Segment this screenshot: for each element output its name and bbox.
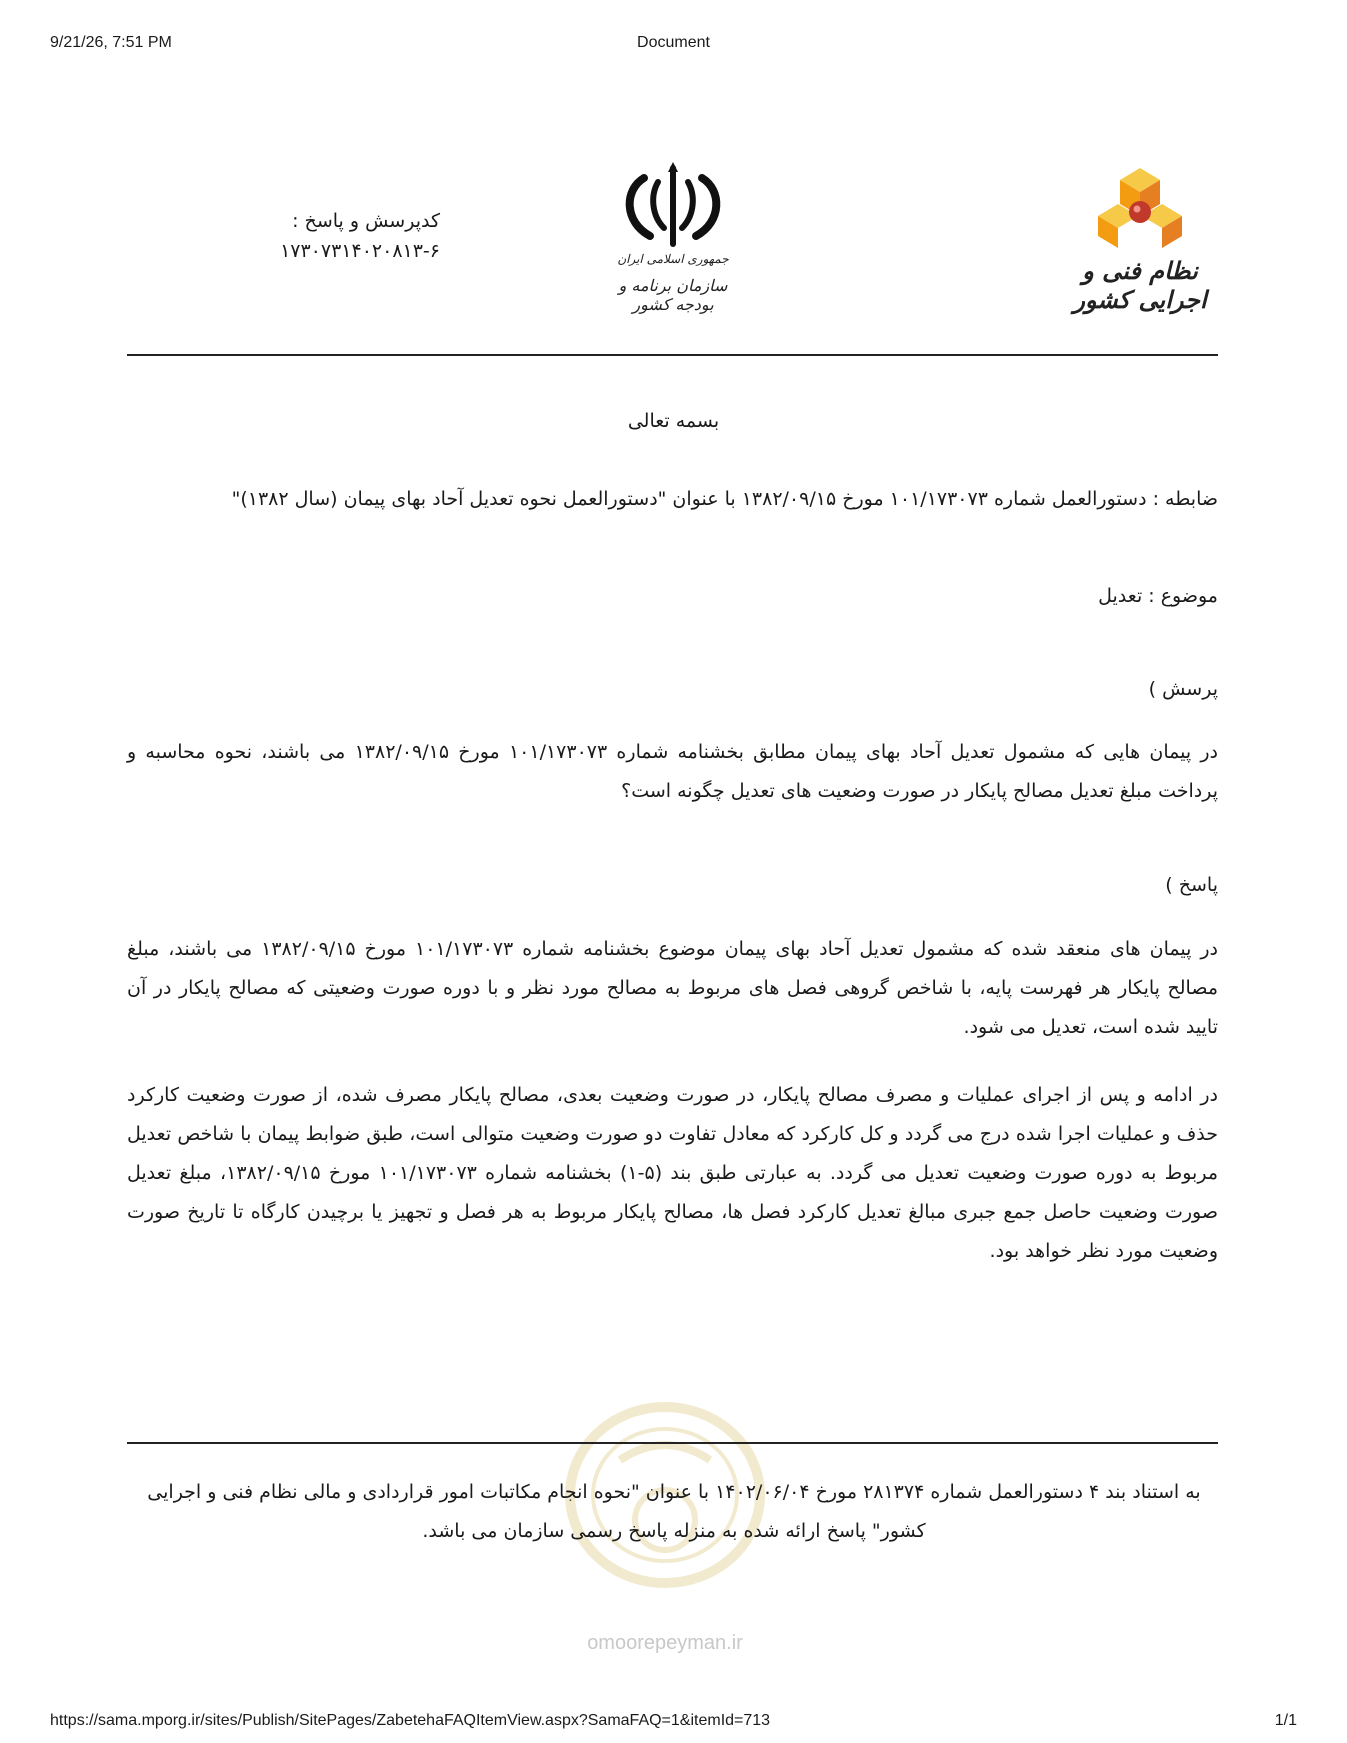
emblem-caption-republic: جمهوری اسلامی ایران [617,252,729,266]
question-label: پرسش ) [1148,678,1218,700]
print-url[interactable]: https://sama.mporg.ir/sites/Publish/SitePages/ZabetehaFAQItemView.aspx?SamaFAQ=1&itemId=713 [50,1712,771,1729]
faq-code-block [230,206,440,266]
org-logo-caption: نظام فنی و اجرایی کشور [1073,256,1207,314]
answer-paragraph-1: در پیمان های منعقد شده که مشمول تعدیل آحاد بهای پیمان موضوع بخشنامه شماره ۱۰۱/۱۷۳۰۷۳ مورخ ۱۳۸۲/۰۹/۱۵ می باشند، مبلغ مصالح پایکار هر فهرست پایه، با شاخص گروهی فصل های مربوط به مصالح مورد نظر و با دوره صورت وضعیتی که مصالح پایکار در آن تایید شده است، تعدیل می شود. [127,938,1218,1038]
bismillah: بسمه تعالی [627,410,720,432]
print-datetime: 9/21/26, 7:51 PM [50,34,172,51]
question-text: در پیمان هایی که مشمول تعدیل آحاد بهای پیمان مطابق بخشنامه شماره ۱۰۱/۱۷۳۰۷۳ مورخ ۱۳۸۲/۰۹/۱۵ می باشند، نحوه محاسبه و پرداخت مبلغ تعدیل مصالح پایکار در صورت وضعیت های تعدیل چگونه است؟ [127,741,1218,802]
iran-emblem-icon [598,160,748,252]
subject-line: موضوع : تعدیل [1098,585,1218,607]
answer-label: پاسخ ) [1165,874,1218,896]
faq-code-label: کدپرسش و پاسخ : [292,210,440,232]
footer-note: به استناد بند ۴ دستورالعمل شماره ۲۸۱۳۷۴ مورخ ۱۴۰۲/۰۶/۰۴ با عنوان "نحوه انجام مکاتبات امور قراردادی و مالی نظام فنی و اجرایی کشور" پاسخ ارائه شده به منزله پاسخ رسمی سازمان می باشد. [147,1481,1201,1542]
cubes-logo-icon [1060,160,1220,260]
watermark-url: omoorepeyman.ir [587,1632,743,1654]
faq-code-value: ۱۷۳۰۷۳۱۴۰۲۰۸۱۳-۶ [280,240,440,262]
footer-divider [127,1442,1218,1444]
regulation-reference: ضابطه : دستورالعمل شماره ۱۰۱/۱۷۳۰۷۳ مورخ ۱۳۸۲/۰۹/۱۵ با عنوان "دستورالعمل نحوه تعدیل آحاد بهای پیمان (سال ۱۳۸۲)" [231,488,1218,510]
emblem-caption-organization: سازمان برنامه و بودجه کشور [618,276,728,314]
answer-paragraph-2: در ادامه و پس از اجرای عملیات و مصرف مصالح پایکار، در صورت وضعیت بعدی، مصالح پایکار مصرف شده، از صورت وضعیت کارکرد حذف و عملیات اجرا شده درج می گردد و کل کارکرد که معادل تفاوت دو صورت وضعیت متوالی است، طبق ضوابط پیمان با شاخص تعدیل مربوط به دوره صورت وضعیت تعدیل می گردد. به عبارتی طبق بند (۵-۱) بخشنامه شماره ۱۰۱/۱۷۳۰۷۳ مورخ ۱۳۸۲/۰۹/۱۵، مبلغ تعدیل صورت وضعیت حاصل جمع جبری مبالغ تعدیل کارکرد فصل ها، مصالح پایکار مربوط به هر فصل و تجهیز یا برچیدن کارگاه تا تاریخ صورت وضعیت مورد نظر خواهد بود. [127,1084,1219,1262]
national-emblem [598,160,748,314]
print-title: Document [637,34,710,51]
header-divider [127,354,1218,356]
org-logo [1060,160,1220,320]
print-page-number: 1/1 [1274,1712,1297,1729]
